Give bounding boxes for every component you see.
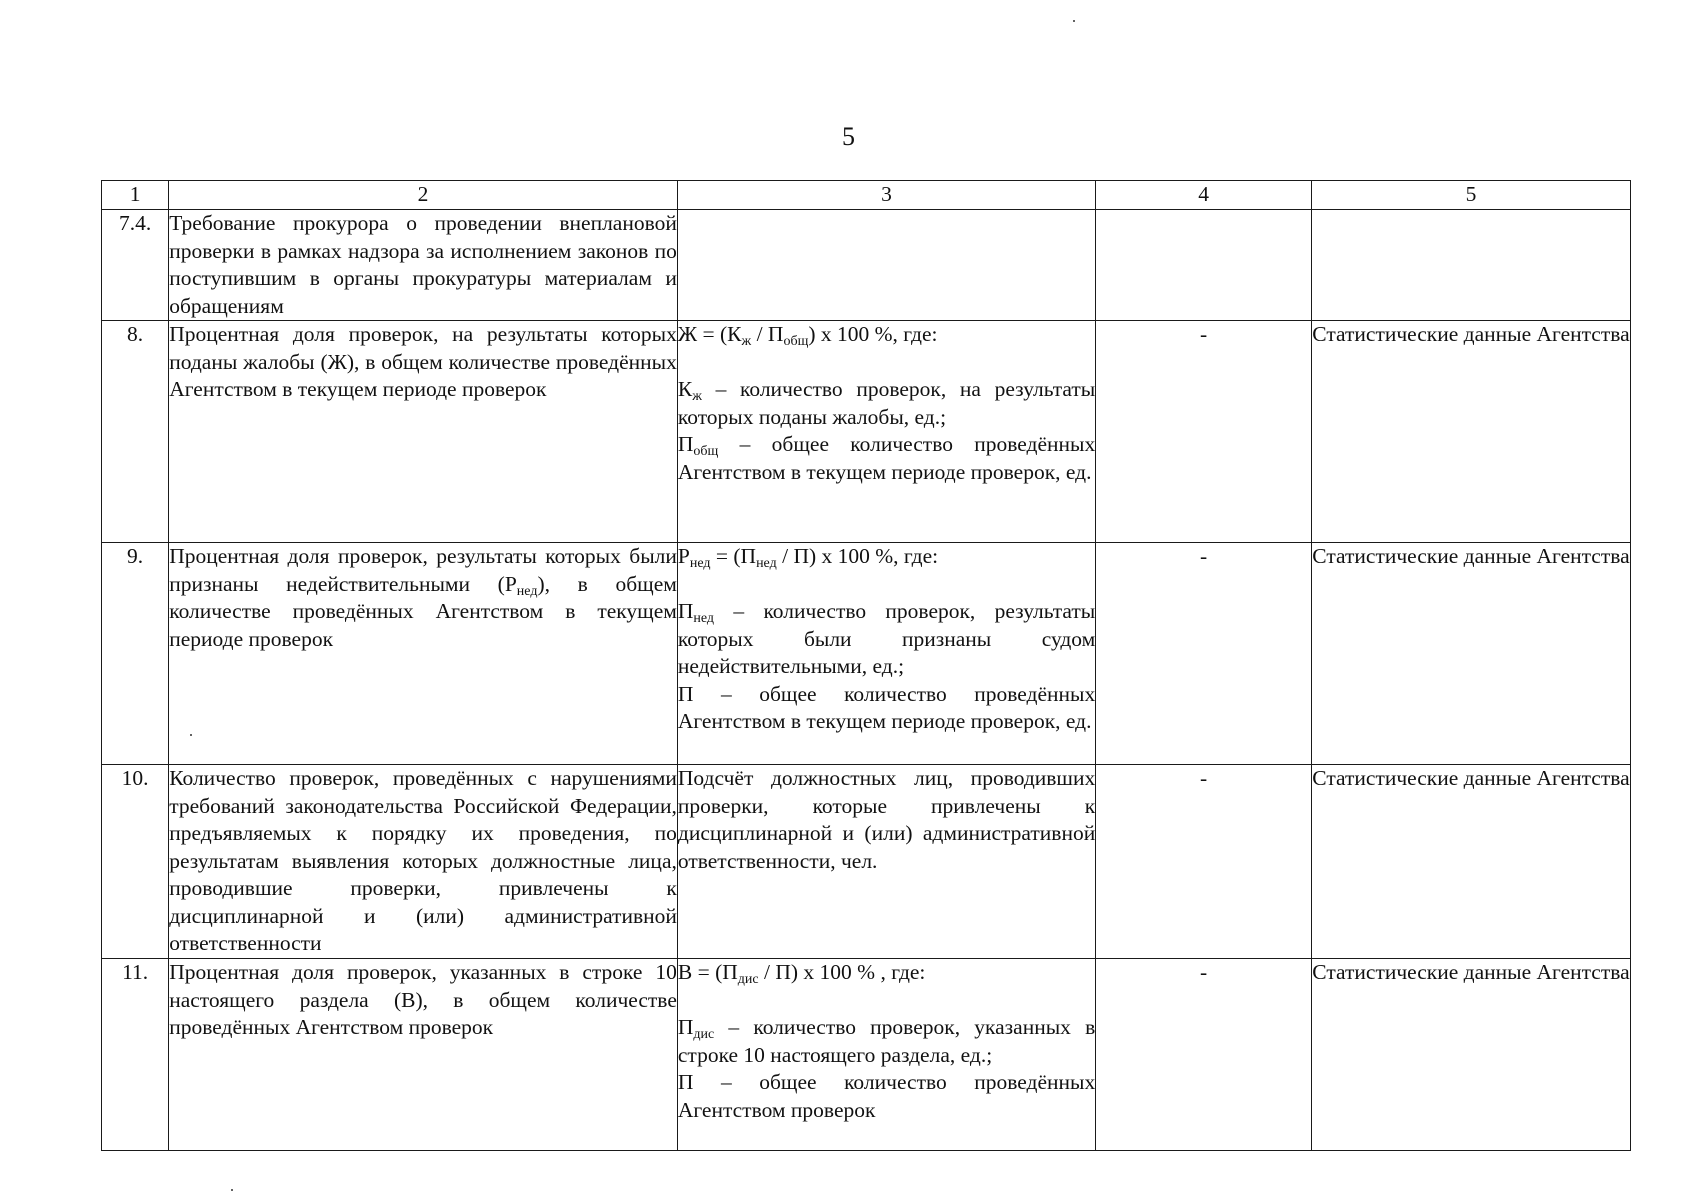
row-formula: [677, 959, 1095, 1151]
row-source: Статистические данные Агентства: [1311, 543, 1630, 765]
page-number: 5: [842, 122, 855, 151]
header-col-4: 4: [1096, 181, 1312, 210]
definition-2: $П_{общ}$ – общее количество проведённых Агентством в текущем периоде проверок, ед.: [677, 432, 1096, 484]
formula-line: $Ж = (К_ж / П_{общ})$ х 100 %, где:: [677, 322, 938, 349]
header-col-3: 3: [677, 181, 1095, 210]
row-number: 11.: [102, 959, 169, 1151]
row-col4: -: [1096, 959, 1312, 1151]
row-formula: [677, 321, 1095, 543]
definition-2: П – общее количество проведённых Агентством проверок: [677, 1070, 1096, 1122]
row-number: 7.4.: [102, 210, 169, 321]
row-number: 10.: [102, 765, 169, 959]
row-source: Статистические данные Агентства: [1311, 321, 1630, 543]
table-header-row: [102, 181, 1631, 210]
row-source: [1311, 210, 1630, 321]
definition-1: $К_ж$ – количество проверок, на результаты которых поданы жалобы, ед.;: [677, 377, 1096, 429]
indicators-table: [101, 180, 1631, 1151]
table-row: [102, 210, 1631, 321]
scan-speck: [190, 734, 192, 736]
row-col4: -: [1096, 765, 1312, 959]
formula-line: $Р_{нед} = (П_{нед} / П)$ х 100 %, где:: [677, 544, 939, 571]
scan-speck: [1073, 20, 1075, 22]
row-description: Процентная доля проверок, указанных в строке 10 настоящего раздела (В), в общем количестве проведённых Агентством проверок: [169, 959, 678, 1151]
formula-line: $В = (П_{дис} / П)$ х 100 % , где:: [677, 960, 926, 987]
row-col4: -: [1096, 543, 1312, 765]
row-number: 9.: [102, 543, 169, 765]
row-description: Количество проверок, проведённых с нарушениями требований законодательства Российской Федерации, предъявляемых к порядку их проведения, по результатам выявления которых должностные лица, проводившие проверки, привлечены к дисциплинарной и (или) административной ответственности: [169, 765, 678, 959]
row-description: Требование прокурора о проведении внеплановой проверки в рамках надзора за исполнением законов по поступившим в органы прокуратуры материалам и обращениям: [169, 210, 678, 321]
row-col4: [1096, 210, 1312, 321]
row-source: Статистические данные Агентства: [1311, 959, 1630, 1151]
row-formula: [677, 210, 1095, 321]
row-source: Статистические данные Агентства: [1311, 765, 1630, 959]
header-col-2: 2: [169, 181, 678, 210]
header-col-5: 5: [1311, 181, 1630, 210]
table-row: [102, 321, 1631, 543]
table-row: [102, 959, 1631, 1151]
row-formula: Подсчёт должностных лиц, проводивших проверки, которые привлечены к дисциплинарной и (или) административной ответственности, чел.: [677, 765, 1095, 959]
row-col4: -: [1096, 321, 1312, 543]
row-number: 8.: [102, 321, 169, 543]
row-description: Процентная доля проверок, результаты которых были признаны недействительными $(Р_{нед})$, в общем количестве проведённых Агентством в текущем периоде проверок: [169, 543, 678, 765]
scan-speck: [231, 1189, 233, 1191]
table-row: [102, 543, 1631, 765]
header-col-1: 1: [102, 181, 169, 210]
table-row: [102, 765, 1631, 959]
definition-1: $П_{дис}$ – количество проверок, указанных в строке 10 настоящего раздела, ед.;: [677, 1015, 1096, 1067]
row-description: Процентная доля проверок, на результаты которых поданы жалобы (Ж), в общем количестве проведённых Агентством в текущем периоде проверок: [169, 321, 678, 543]
row-formula: [677, 543, 1095, 765]
definition-2: П – общее количество проведённых Агентством в текущем периоде проверок, ед.: [677, 681, 1096, 733]
definition-1: $П_{нед}$ – количество проверок, результаты которых были признаны судом недействительными, ед.;: [677, 599, 1096, 678]
